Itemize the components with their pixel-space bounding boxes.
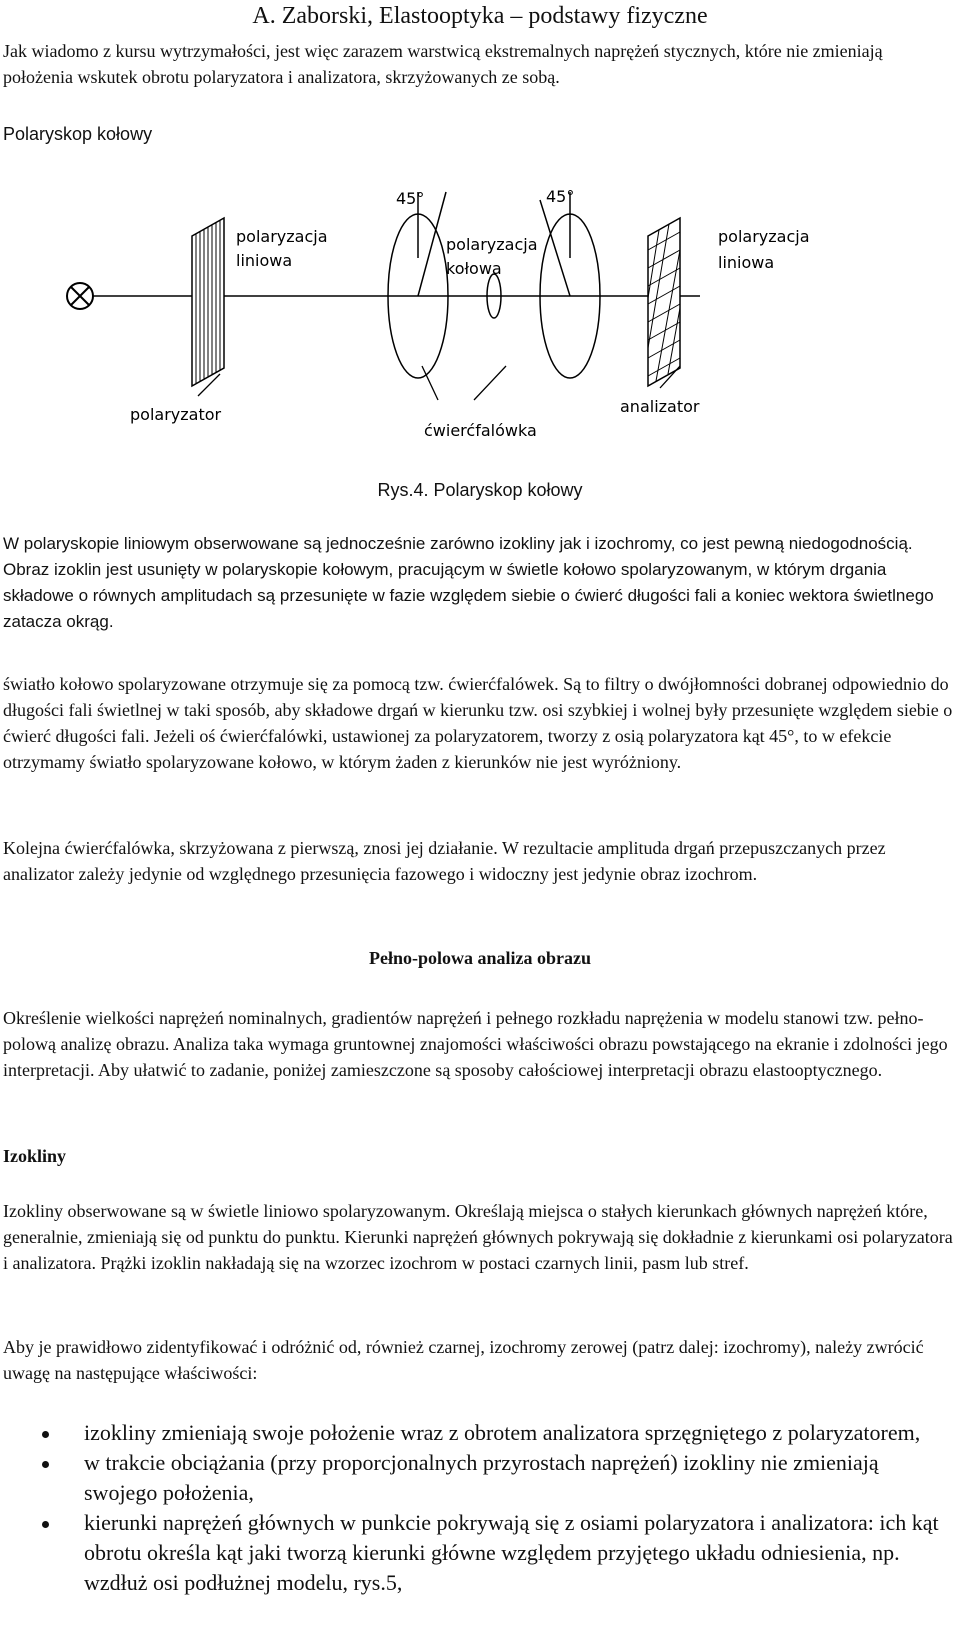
paragraph-isoclines: Izokliny obserwowane są w świetle liniowo spolaryzowanym. Określają miejsca o stałych kierunkach głównych naprężeń które, generalnie, zmieniają się od punktu do punktu. Kierunki naprężeń głównych pokrywają się dokładnie z kierunkami osi polaryzatora i analizatora. Prążki izoklin nakładają się na wzorzec izochrom w postaci czarnych linii, pasm lub stref.: [3, 1201, 953, 1273]
label-linear-polarization-right-2: liniowa: [718, 253, 775, 272]
analyzer-plate: [648, 218, 680, 386]
paragraph-second-quarter-wave: Kolejna ćwierćfalówka, skrzyżowana z pierwszą, znosi jej działanie. W rezultacie amplituda drgań przepuszczanych przez analizator zależy jedynie od względnego przesunięcia fazowego i widoczny jest jedynie obraz izochrom.: [3, 838, 886, 884]
label-linear-polarization-1: polaryzacja: [236, 227, 328, 246]
label-linear-polarization-right-1: polaryzacja: [718, 227, 810, 246]
polarizer-plate: [192, 218, 224, 386]
angle-label-left: 45°: [396, 189, 425, 208]
light-source-icon: [67, 283, 93, 309]
paragraph-full-field: Określenie wielkości naprężeń nominalnych, gradientów naprężeń i pełnego rozkładu naprężenia w modelu stanowi tzw. pełno-polową analizę obrazu. Analiza taka wymaga gruntownej znajomości właściwości obrazu powstającego na ekranie i zdolności jego interpretacji. Aby ułatwić to zadanie, poniżej zamieszczone są sposoby całościowej interpretacji obrazu elastooptycznego.: [3, 1008, 948, 1080]
label-circular-polarization-2: kołowa: [446, 259, 502, 278]
circular-polariscope-diagram: [60, 187, 810, 468]
properties-list: [0, 1418, 960, 1598]
list-item: kierunki naprężeń głównych w punkcie pokrywają się z osiami polaryzatora i analizatora: ich kąt obrotu określa kąt jaki tworzą kierunki główne względem przyjętego układu odniesienia, np. wzdłuż osi podłużnej modelu, rys.5,: [0, 1508, 960, 1598]
label-quarter-wave-plate: ćwierćfalówka: [424, 421, 537, 440]
paragraph-identify: Aby je prawidłowo zidentyfikować i odróżnić od, również czarnej, izochromy zerowej (patrz dalej: izochromy), należy zwrócić uwagę na następujące właściwości:: [3, 1337, 924, 1383]
section-heading-full-field: Pełno-polowa analiza obrazu: [368, 948, 591, 968]
paragraph-quarter-wave: światło kołowo spolaryzowane otrzymuje się za pomocą tzw. ćwierćfalówek. Są to filtry o dwójłomności dobranej odpowiednio do długości fali świetlnej w taki sposób, aby składowe drgań w kierunku tzw. osi szybkiej i wolnej były przesunięte względem siebie o ćwierć długości fali. Jeżeli oś ćwierćfalówki, ustawionej za polaryzatorem, tworzy z osią polaryzatora kąt 45°, to w efekcie otrzymamy światło spolaryzowane kołowo, w którym żaden z kierunków nie jest wyróżniony.: [3, 674, 953, 772]
paragraph-circular-polariscope: W polaryskopie liniowym obserwowane są jednocześnie zarówno izokliny jak i izochromy, co jest pewną niedogodnością. Obraz izoklin jest usunięty w polaryskopie kołowym, pracującym w świetle kołowo spolaryzowanym, w którym drgania składowe o równych amplitudach są przesunięte w fazie względem siebie o ćwierć długości fali a koniec wektora świetlnego zatacza okrąg.: [3, 534, 934, 631]
page-header: A. Zaborski, Elastooptyka – podstawy fizyczne: [252, 3, 708, 29]
label-circular-polarization-1: polaryzacja: [446, 235, 538, 254]
quarter-wave-plate-left: [388, 192, 448, 378]
intro-paragraph: Jak wiadomo z kursu wytrzymałości, jest więc zarazem warstwicą ekstremalnych naprężeń stycznych, które nie zmieniają położenia wskutek obrotu polaryzatora i analizatora, skrzyżowanych ze sobą.: [3, 41, 883, 87]
quarter-wave-leader-right: [474, 366, 506, 400]
label-linear-polarization-2: liniowa: [236, 251, 293, 270]
section-heading-isoclines: Izokliny: [3, 1146, 67, 1166]
list-item: w trakcie obciążania (przy proporcjonalnych przyrostach naprężeń) izokliny nie zmieniają swojego położenia,: [0, 1448, 960, 1508]
list-item: izokliny zmieniają swoje położenie wraz z obrotem analizatora sprzęgniętego z polaryzatorem,: [0, 1418, 960, 1448]
section-heading-circular: Polaryskop kołowy: [3, 124, 153, 144]
quarter-wave-plate-right: [540, 192, 600, 378]
label-polarizer: polaryzator: [130, 405, 222, 424]
figure-caption: Rys.4. Polaryskop kołowy: [377, 480, 583, 500]
angle-label-right: 45°: [546, 187, 575, 206]
label-analyzer: analizator: [620, 397, 700, 416]
